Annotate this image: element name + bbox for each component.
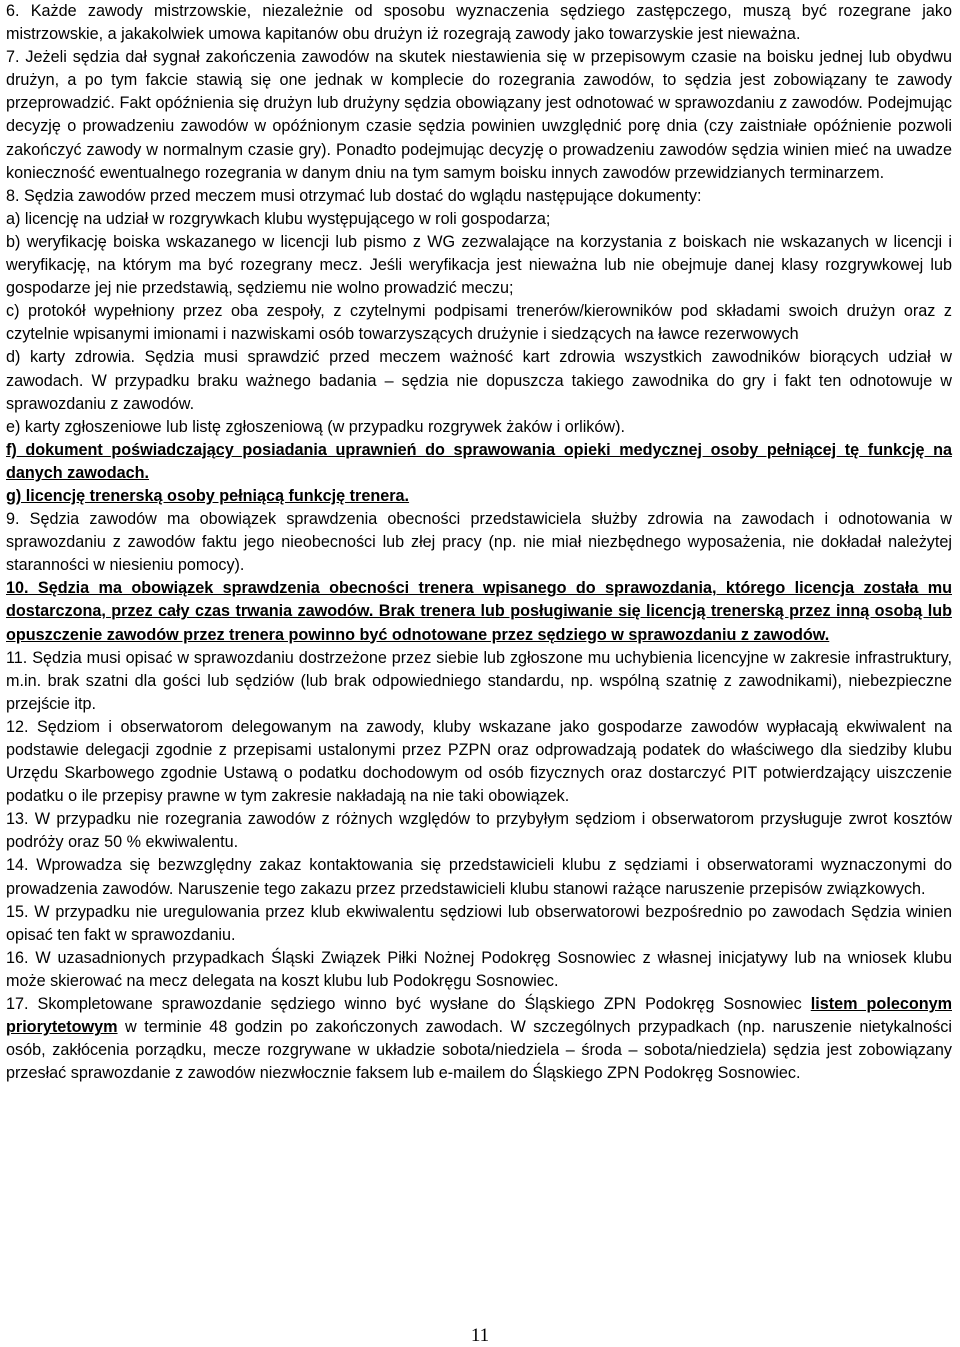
paragraph-10-number: 10. (6, 579, 29, 598)
registered-priority-mail-emphasis: listem poleconym priorytetowym (6, 995, 952, 1037)
paragraph-16: 16. W uzasadnionych przypadkach Śląski Związek Piłki Nożnej Podokręg Sosnowiec z własnej inicjatywy lub na wniosek klubu może skierować na mecz delegata na koszt klubu lub Podokręgu Sosnowiec. (6, 948, 952, 990)
item-8g: g) licencję trenerską osoby pełniącą funkcję trenera. (6, 486, 410, 505)
page-number: 11 (470, 1325, 490, 1346)
paragraph-14: 14. Wprowadza się bezwzględny zakaz kontaktowania się przedstawicieli klubu z sędziami i obserwatorami wyznaczonymi do prowadzenia zawodów. Naruszenie tego zakazu przez przedstawicieli klubu stanowi rażące naruszenie przepisów związkowych. (6, 856, 952, 898)
paragraph-13: 13. W przypadku nie rozegrania zawodów z różnych względów to przybyłym sędziom i obserwatorom przysługuje zwrot kosztów podróży oraz 50 % ekwiwalentu. (6, 810, 952, 852)
paragraph-17-start: 17. Skompletowane sprawozdanie sędziego winno być wysłane do Śląskiego ZPN Podokręg Sosnowiec (6, 995, 811, 1014)
item-8a: a) licencję na udział w rozgrywkach klubu występującego w roli gospodarza; (6, 209, 551, 228)
paragraph-17-end: w terminie 48 godzin po zakończonych zawodach. W szczególnych przypadkach (np. naruszenie nietykalności osób, zakłócenia porządku, mecze rozgrywane w układzie sobota/niedziela – środa – sobota/niedziela) sędzia jest zobowiązany przesłać sprawozdanie z zawodów niezwłocznie faksem lub e-mailem do Śląskiego ZPN Podokręg Sosnowiec. (6, 1018, 952, 1083)
item-8b: b) weryfikację boiska wskazanego w licencji lub pismo z WG zezwalające na korzystania z boiskach nie wskazanych w licencji i weryfikację, na którym ma być rozegrany mecz. Jeśli weryfikacja jest nieważna lub nie obejmuje danej klasy rozgrywkowej lub gospodarze jej nie przedstawią, sędziemu nie wolno prowadzić meczu; (6, 232, 952, 298)
paragraph-9: 9. Sędzia zawodów ma obowiązek sprawdzenia obecności przedstawiciela służby zdrowia na zawodach i odnotowania w sprawozdaniu z zawodów faktu jego nieobecności lub złej pracy (np. nie miał niezbędnego wyposażenia, nie dokładał należytej staranności w niesieniu pomocy). (6, 510, 952, 575)
document-page (6, 0, 952, 1085)
item-8d: d) karty zdrowia. Sędzia musi sprawdzić przed meczem ważność kart zdrowia wszystkich zawodników biorących udział w zawodach. W przypadku braku ważnego badania – sędzia nie dopuszcza takiego zawodnika do gry i fakt ten odnotowuje w sprawozdaniu z zawodów. (6, 348, 952, 413)
paragraph-17 (6, 993, 952, 1085)
paragraph-11: 11. Sędzia musi opisać w sprawozdaniu dostrzeżone przez siebie lub zgłoszone mu uchybienia licencyjne w zakresie infrastruktury, m.in. brak szatni dla gości lub sędziów (lub brak odpowiedniego standardu, np. wspólną szatnię z zawodnikami), niebezpieczne przejście itp. (6, 648, 952, 713)
paragraph-15: 15. W przypadku nie uregulowania przez klub ekwiwalentu sędziowi lub obserwatorowi bezpośrednio po zawodach Sędzia winien opisać ten fakt w sprawozdaniu. (6, 902, 952, 944)
item-8e: e) karty zgłoszeniowe lub listę zgłoszeniową (w przypadku rozgrywek żaków i orlików). (6, 417, 625, 436)
paragraph-10 (6, 577, 952, 646)
paragraph-8: 8. Sędzia zawodów przed meczem musi otrzymać lub dostać do wglądu następujące dokumenty: (6, 186, 702, 205)
paragraph-7: 7. Jeżeli sędzia dał sygnał zakończenia zawodów na skutek niestawienia się w przepisowym czasie na boisku jednej lub obydwu drużyn, a po tym fakcie stawią się one jednak w komplecie do rozegrania zawodów, to sędzia jest zobowiązany te zawody przeprowadzić. Fakt opóźnienia się drużyn lub drużyny sędzia obowiązany jest odnotować w sprawozdaniu z zawodów. Podejmując decyzję o prowadzeniu zawodów w opóźnionym czasie sędzia powinien uwzględnić porę dnia (czy zaistniałe opóźnienie pozwoli zakończyć zawody w normalnym czasie gry). Ponadto podejmując decyzję o prowadzeniu zawodów sędzia winien mieć na uwadze konieczność ewentualnego rozegrania w danym dniu na tym samym boisku innych zawodów przewidzianych terminarzem. (6, 48, 952, 182)
paragraph-12: 12. Sędziom i obserwatorom delegowanym na zawody, kluby wskazane jako gospodarze zawodów wypłacają ekwiwalent na podstawie delegacji zgodnie z przepisami ustalonymi przez PZPN oraz odprowadzają podatek do właściwego dla siedziby klubu Urzędu Skarbowego zgodnie Ustawą o podatku dochodowym od osób fizycznych oraz dostarczyć PIT potwierdzający uiszczenie podatku o ile przepisy prawne w tym zakresie nakładają na nie taki obowiązek. (6, 717, 952, 806)
item-8f: f) dokument poświadczający posiadania uprawnień do sprawowania opieki medycznej osoby pełniącej tę funkcję na danych zawodach. (6, 440, 952, 482)
paragraph-10-text: Sędzia ma obowiązek sprawdzenia obecności trenera wpisanego do sprawozdania, którego licencja została mu dostarczona, przez cały czas trwania zawodów. Brak trenera lub posługiwanie się licencją trenerską przez inną osobą lub opuszczenie zawodów przez trenera powinno być odnotowane przez sędziego w sprawozdaniu z zawodów. (6, 579, 952, 644)
item-8c: c) protokół wypełniony przez oba zespoły, z czytelnymi podpisami trenerów/kierowników pod składami swoich drużyn oraz z czytelnie wpisanymi imionami i nazwiskami osób towarzyszących drużynie i siedzących na ławce rezerwowych (6, 302, 952, 344)
paragraph-6: 6. Każde zawody mistrzowskie, niezależnie od sposobu wyznaczenia sędziego zastępczego, muszą być rozegrane jako mistrzowskie, a jakakolwiek umowa kapitanów obu drużyn iż rozegrają zawody jako towarzyskie jest nieważna. (6, 2, 952, 44)
